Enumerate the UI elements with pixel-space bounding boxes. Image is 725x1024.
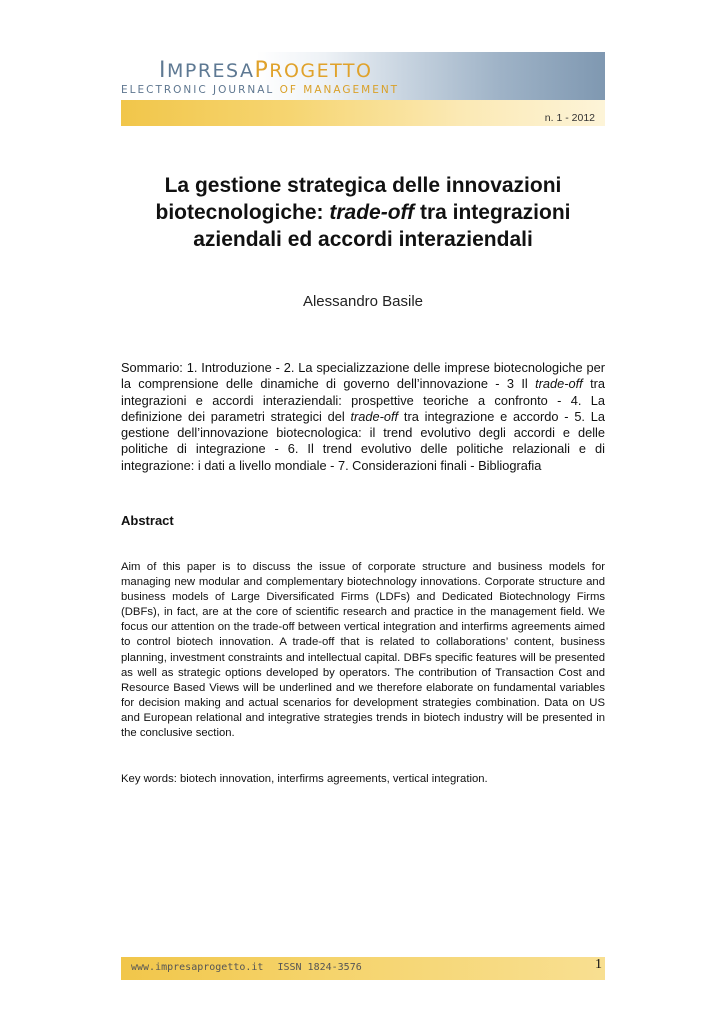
footer-url[interactable]: www.impresaprogetto.it [131, 962, 264, 973]
article-title: La gestione strategica delle innovazioni biotecnologiche: trade-off tra integrazioni aziendali ed accordi interaziendali [155, 174, 571, 251]
keywords-line: Key words: biotech innovation, interfirms agreements, vertical integration. [121, 773, 488, 785]
issue-band [121, 100, 605, 126]
page-footer [121, 957, 605, 980]
page-number: 1 [595, 957, 602, 972]
abstract-heading: Abstract [121, 513, 174, 528]
journal-header [121, 52, 605, 126]
author-name: Alessandro Basile [302, 293, 424, 310]
header-banner [121, 52, 605, 100]
footer-issn: ISSN 1824-3576 [277, 962, 362, 973]
issue-number: n. 1 - 2012 [544, 112, 595, 124]
abstract-paragraph: Aim of this paper is to discuss the issue of corporate structure and business models for managing new modular and complementary biotechnology innovations. Corporate structure and business models of Large Diversificated Firms (LDFs) and Dedicated Biotechnology Firms (DBFs), in fact, are at the core of scientific research and practice in the management field. We focus our attention on the trade-off between vertical integration and interfirms agreements aimed to control biotech innovation. A trade-off that is related to collaborations’ content, business planning, investment constraints and intellectual capital. DBFs specific features will be presented as well as strategic options developed by operators. The contribution of Transaction Cost and Resource Based Views will be underlined and we therefore elaborate on fundamental variables for decision making and actual scenarios for development strategies combination. Data on US and European relational and integrative strategies trends in biotech industry will be presented in the conclusive section. [121, 561, 605, 740]
journal-logo: IMPRESAPROGETTO [159, 58, 373, 83]
summary-paragraph: Sommario: 1. Introduzione - 2. La specializzazione delle imprese biotecnologiche per la comprensione delle dinamiche di governo dell’innovazione - 3 Il trade-off tra integrazioni e accordi interaziendali: prospettive teoriche a confronto - 4. La definizione dei parametri strategici del trade-off tra integrazione e accordo - 5. La gestione dell’innovazione biotecnologica: il trend evolutivo degli accordi e delle politiche di integrazione - 6. Il trend evolutivo delle politiche relazionali e di integrazione: i dati a livello mondiale - 7. Considerazioni finali - Bibliografia [121, 360, 605, 473]
journal-tagline: ELECTRONIC JOURNAL OF MANAGEMENT [121, 84, 400, 96]
